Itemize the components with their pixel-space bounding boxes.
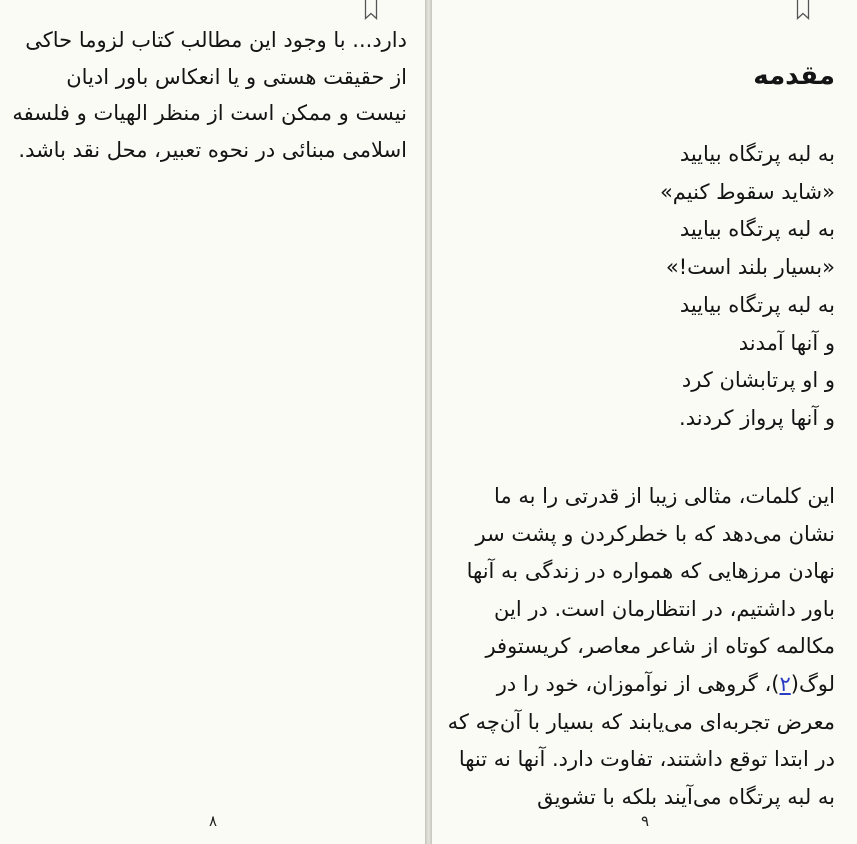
poem-line: «بسیار بلند است!» — [665, 255, 835, 280]
bookmark-icon[interactable] — [796, 0, 810, 20]
page-number-left: ۸ — [208, 812, 218, 830]
poem — [455, 136, 835, 438]
footnote-link[interactable]: ۲ — [779, 671, 791, 696]
right-page — [431, 0, 857, 844]
paragraph-text-after-note: )، گروهی از نوآموزان، خود را در معرض تجربه‌ای می‌یابند که بسیار با آن‌چه که در ابتدا توقع داشتند، تفاوت دارد. آنها نه تنها به لبه پرتگاه می‌آیند بلکه با تشویق — [447, 671, 835, 809]
page-number-right: ۹ — [640, 812, 650, 830]
poem-line: به لبه پرتگاه بیایید — [679, 292, 835, 317]
left-page — [0, 0, 426, 844]
left-page-paragraph: دارد... با وجود این مطالب کتاب لزوما حاکی از حقیقت هستی و یا انعکاس باور ادیان نیست و ممکن است از منظر الهیات و فلسفه اسلامی مبنائی در نحوه تعبیر، محل نقد باشد. — [12, 28, 407, 162]
paragraph-text-before-note: این کلمات، مثالی زیبا از قدرتی را به ما نشان می‌دهد که با خطرکردن و پشت سر نهادن مرزهایی که همواره در زندگی به آنها باور داشتیم، در انتظارمان است. در این مکالمه کوتاه از شاعر معاصر، کریستوفر لوگ( — [466, 484, 835, 696]
poem-line: «شاید سقوط کنیم» — [659, 179, 835, 204]
poem-line: و آنها پرواز کردند. — [679, 405, 835, 430]
poem-line: و او پرتابشان کرد — [681, 368, 835, 393]
intro-paragraph — [443, 478, 835, 816]
poem-line: به لبه پرتگاه بیایید — [679, 142, 835, 166]
bookmark-icon[interactable] — [364, 0, 378, 20]
chapter-heading: مقدمه — [753, 61, 835, 91]
poem-line: و آنها آمدند — [738, 330, 835, 355]
poem-line: به لبه پرتگاه بیایید — [679, 217, 835, 242]
